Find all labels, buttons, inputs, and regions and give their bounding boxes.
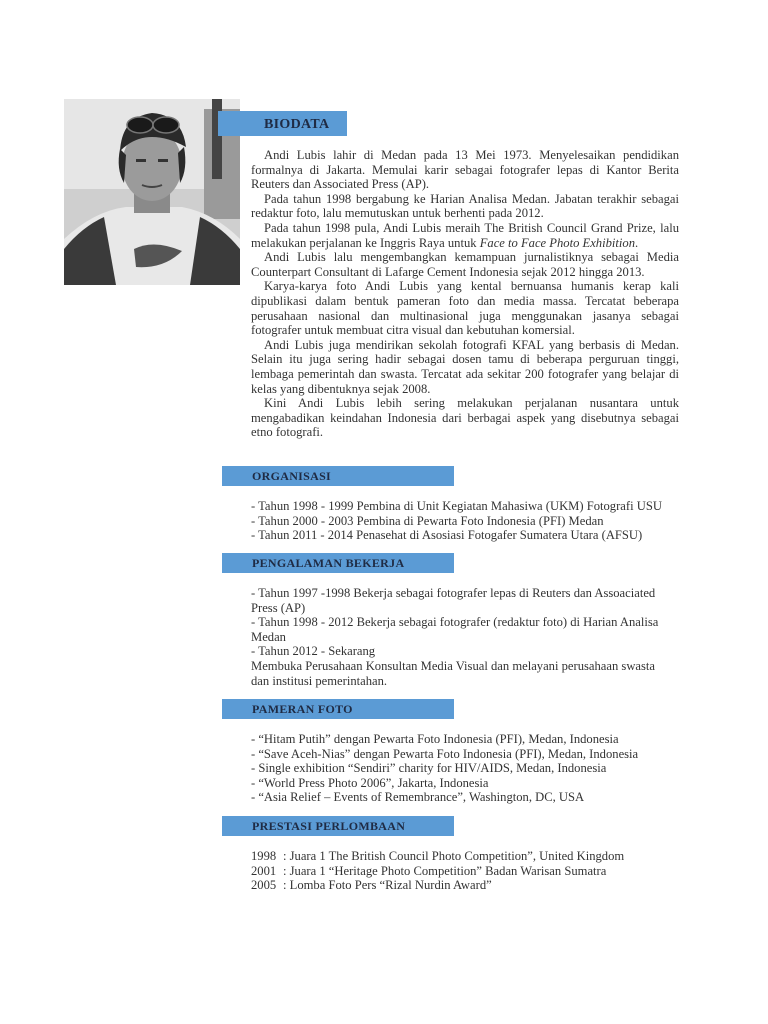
list-item: - “World Press Photo 2006”, Jakarta, Indonesia	[251, 775, 489, 790]
prestasi-list	[251, 849, 691, 893]
list-item	[251, 849, 691, 864]
bio-paragraph	[251, 221, 679, 250]
list-item: Membuka Perusahaan Konsultan Media Visual dan melayani perusahaan swasta dan institusi pemerintahan.	[251, 658, 655, 688]
list-item	[251, 878, 691, 893]
bio-paragraph: Kini Andi Lubis lebih sering melakukan perjalanan nusantara untuk mengabadikan keindahan Indonesia dari berbagai aspek yang disebutnya sebagai etno fotografi.	[251, 396, 679, 440]
award-year: 2005	[251, 878, 277, 893]
list-item: - “Save Aceh-Nias” dengan Pewarta Foto Indonesia (PFI), Medan, Indonesia	[251, 746, 639, 761]
list-item: - Tahun 1998 - 1999 Pembina di Unit Kegiatan Mahasiwa (UKM) Fotografi USU	[251, 499, 662, 513]
bio-text: .	[635, 235, 639, 250]
award-text: : Lomba Foto Pers “Rizal Nurdin Award”	[283, 878, 492, 893]
bio-paragraph: Karya-karya foto Andi Lubis yang kental bernuansa humanis kerap kali dipublikasi dalam bentuk pameran foto dan media massa. Tercatat beberapa perusahaan nasional dan multinasional juga menggunakan jasanya sebagai fotografer untuk membuat citra visual dan kebutuhan komersial.	[251, 279, 679, 338]
pengalaman-heading: PENGALAMAN BEKERJA	[222, 553, 454, 573]
list-item	[251, 864, 691, 879]
award-text: : Juara 1 The British Council Photo Competition”, United Kingdom	[283, 849, 625, 863]
list-item: - Tahun 2000 - 2003 Pembina di Pewarta Foto Indonesia (PFI) Medan	[251, 513, 604, 528]
list-item: - Tahun 1998 - 2012 Bekerja sebagai fotografer (redaktur foto) di Harian Analisa Medan	[251, 615, 659, 644]
award-year: 2001	[251, 863, 277, 878]
list-item: - Single exhibition “Sendiri” charity for HIV/AIDS, Medan, Indonesia	[251, 761, 607, 776]
prestasi-heading: PRESTASI PERLOMBAAN	[222, 816, 454, 836]
bio-paragraph: Pada tahun 1998 bergabung ke Harian Analisa Medan. Jabatan terakhir sebagai redaktur foto, lalu memutuskan untuk berhenti pada 2012.	[251, 191, 679, 221]
pengalaman-list	[251, 586, 671, 688]
award-year: 1998	[251, 849, 277, 863]
list-item: - “Hitam Putih” dengan Pewarta Foto Indonesia (PFI), Medan, Indonesia	[251, 732, 619, 746]
organisasi-list	[251, 499, 691, 543]
bio-paragraph: Andi Lubis juga mendirikan sekolah fotografi KFAL yang berbasis di Medan. Selain itu juga sering hadir sebagai dosen tamu di beberapa perguruan tinggi, lembaga pemerintah dan swasta. Tercatat ada sekitar 200 fotografer yang belajar di kelas yang dibentuknya sejak 2008.	[251, 337, 679, 396]
organisasi-heading: ORGANISASI	[222, 466, 454, 486]
pameran-list	[251, 732, 691, 805]
bio-paragraph: Andi Lubis lalu mengembangkan kemampuan jurnalistiknya sebagai Media Counterpart Consultant di Lafarge Cement Indonesia sejak 2012 hingga 2013.	[251, 250, 679, 279]
bio-paragraph: Andi Lubis lahir di Medan pada 13 Mei 1973. Menyelesaikan pendidikan formalnya di Jakarta. Memulai karir sebagai fotografer lepas di Kantor Berita Reuters dan Associated Press (AP).	[251, 148, 679, 192]
list-item: - Tahun 2012 - Sekarang	[251, 644, 376, 659]
biodata-heading: BIODATA	[218, 111, 347, 136]
biodata-text	[251, 148, 679, 440]
award-text: : Juara 1 “Heritage Photo Competition” Badan Warisan Sumatra	[283, 863, 607, 878]
portrait-photo	[64, 99, 240, 285]
list-item: - Tahun 1997 -1998 Bekerja sebagai fotografer lepas di Reuters dan Assoaciated Press (AP)	[251, 586, 656, 615]
list-item: - Tahun 2011 - 2014 Penasehat di Asosiasi Fotogafer Sumatera Utara (AFSU)	[251, 528, 643, 543]
pameran-heading: PAMERAN FOTO	[222, 699, 454, 719]
bio-text: Pada tahun 1998 pula, Andi Lubis meraih The British Council Grand Prize, lalu melakukan perjalanan ke Inggris Raya untuk	[251, 220, 679, 250]
exhibition-title: Face to Face Photo Exhibition	[479, 235, 635, 250]
list-item: - “Asia Relief – Events of Remembrance”, Washington, DC, USA	[251, 790, 585, 805]
